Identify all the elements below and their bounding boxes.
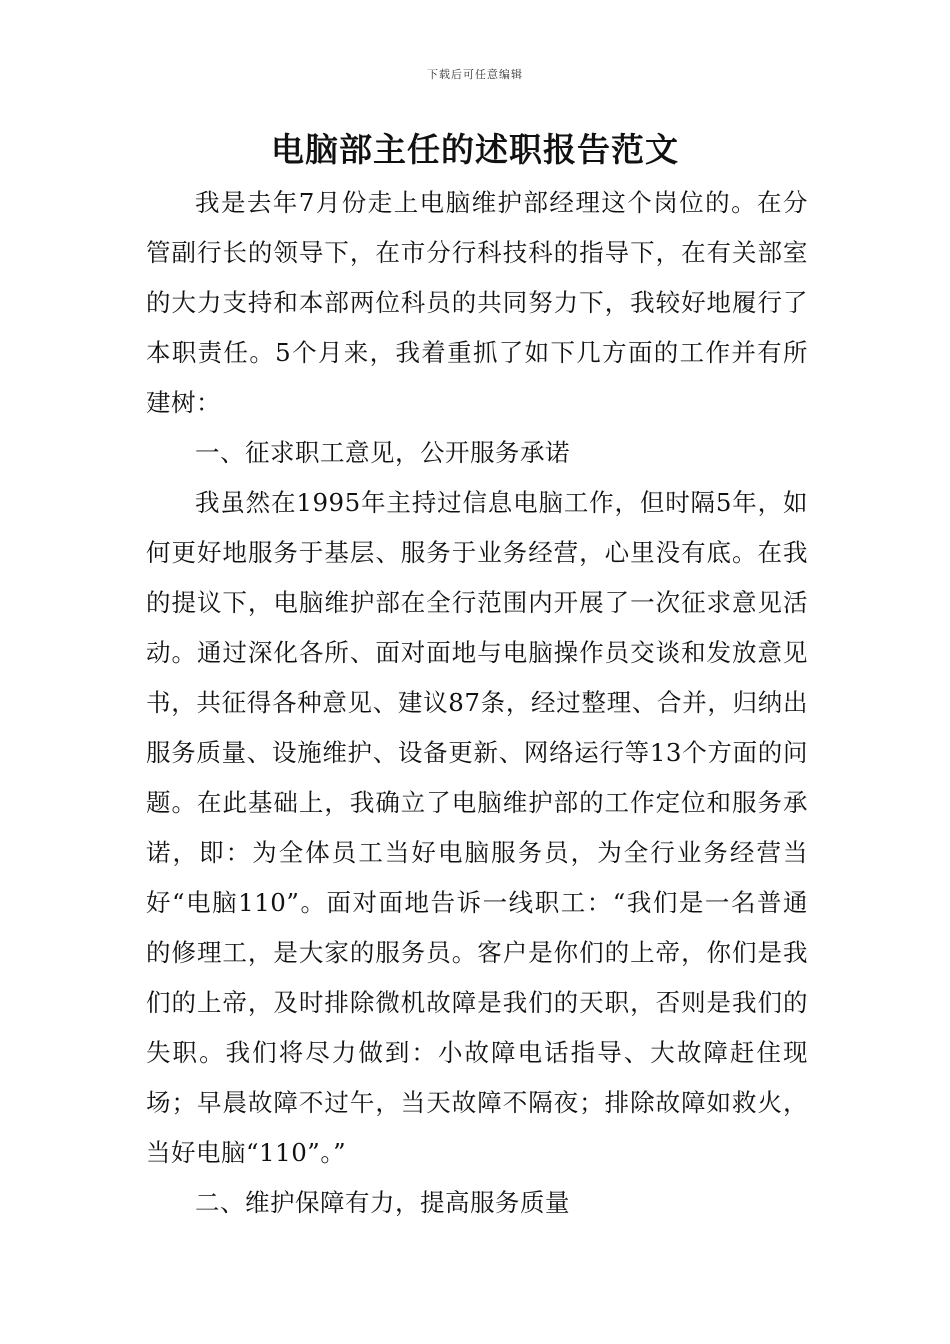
document-body: [146, 178, 808, 1228]
document-title: 电脑部主任的述职报告范文: [271, 130, 679, 169]
section-heading-2: 二、维护保障有力，提高服务质量: [195, 1188, 570, 1217]
paragraph-section-1: 我虽然在1995年主持过信息电脑工作，但时隔5年，如何更好地服务于基层、服务于业务经营，心里没有底。在我的提议下，电脑维护部在全行范围内开展了一次征求意见活动。通过深化各所、面对面地与电脑操作员交谈和发放意见书，共征得各种意见、建议87条，经过整理、合并，归纳出服务质量、设施维护、设备更新、网络运行等13个方面的问题。在此基础上，我确立了电脑维护部的工作定位和服务承诺，即：为全体员工当好电脑服务员，为全行业务经营当好“电脑110”。面对面地告诉一线职工：“我们是一名普通的修理工，是大家的服务员。客户是你们的上帝，你们是我们的上帝，及时排除微机故障是我们的天职，否则是我们的失职。我们将尽力做到：小故障电话指导、大故障赶住现场；早晨故障不过午，当天故障不隔夜；排除故障如救火，当好电脑“110”。”: [146, 488, 808, 1167]
header-note: 下载后可任意编辑: [427, 68, 523, 81]
section-heading-1: 一、征求职工意见，公开服务承诺: [195, 438, 570, 467]
paragraph-intro: 我是去年7月份走上电脑维护部经理这个岗位的。在分管副行长的领导下，在市分行科技科的指导下，在有关部室的大力支持和本部两位科员的共同努力下，我较好地履行了本职责任。5个月来，我着重抓了如下几方面的工作并有所建树：: [146, 188, 808, 417]
